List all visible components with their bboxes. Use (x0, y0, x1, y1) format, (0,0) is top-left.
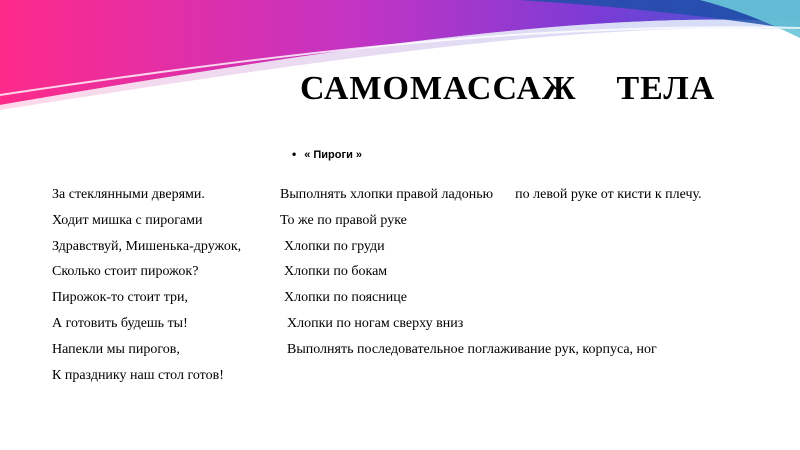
table-row (52, 185, 792, 211)
instruction (280, 185, 702, 205)
instruction: Выполнять последовательное поглаживание рук, корпуса, ног (287, 341, 657, 357)
rhyme-line: Пирожок-то стоит три, (52, 290, 189, 306)
instruction-part-2: по левой руке от кисти к плечу. (515, 187, 702, 202)
table-row (52, 237, 792, 263)
bullet-text: « Пироги » (304, 149, 363, 161)
table-row (52, 211, 792, 237)
instruction: Хлопки по бокам (284, 264, 388, 280)
rhyme-line: За стеклянными дверями. (52, 187, 205, 202)
instruction: Хлопки по груди (284, 238, 385, 254)
table-row (52, 262, 792, 288)
instruction: Хлопки по пояснице (284, 290, 407, 306)
rhyme-line: Сколько стоит пирожок? (52, 264, 199, 280)
table-row (52, 366, 792, 392)
bullet-item (292, 147, 362, 161)
rhyme-line: Ходит мишка с пирогами (52, 212, 203, 228)
instruction: То же по правой руке (280, 212, 407, 228)
rhyme-line: А готовить будешь ты! (52, 315, 188, 331)
rhyme-table (52, 185, 792, 391)
rhyme-line: Здравствуй, Мишенька-дружок, (52, 238, 242, 254)
title-word-2: ТЕЛА (616, 70, 716, 107)
bullet-dot-icon: • (292, 147, 297, 161)
rhyme-line: Напекли мы пирогов, (52, 341, 180, 357)
table-row (52, 314, 792, 340)
title-word-1: САМОМАССАЖ (300, 70, 577, 107)
instruction: Хлопки по ногам сверху вниз (287, 315, 464, 331)
table-row (52, 340, 792, 366)
rhyme-line: К празднику наш стол готов! (52, 367, 224, 383)
table-row (52, 288, 792, 314)
slide-title (300, 70, 740, 120)
instruction-part-1: Выполнять хлопки правой ладонью (280, 187, 494, 202)
